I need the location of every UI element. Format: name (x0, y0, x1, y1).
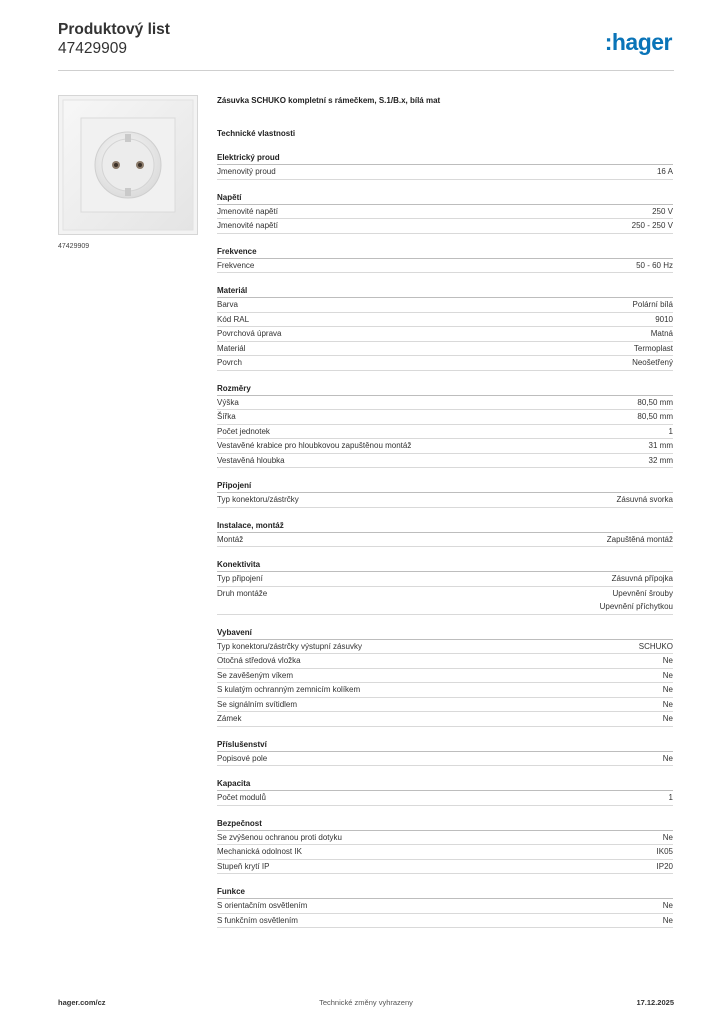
spec-row (217, 752, 673, 767)
spec-label: Typ konektoru/zástrčky (217, 495, 299, 504)
spec-value-line: SCHUKO (638, 641, 673, 651)
spec-row (217, 439, 673, 454)
spec-value-line: Ne (662, 685, 673, 694)
spec-group (217, 192, 673, 234)
spec-group (217, 627, 673, 727)
header-divider (58, 70, 674, 71)
spec-value (669, 425, 673, 439)
spec-value-line: IP20 (656, 861, 673, 871)
spec-value-line: Ne (662, 699, 673, 709)
spec-group-title: Kapacita (217, 778, 673, 791)
footer-website: hager.com/cz (58, 998, 106, 1007)
spec-value-line: 50 - 60 Hz (636, 260, 673, 270)
spec-group-title: Konektivita (217, 559, 673, 572)
spec-value-line: Zásuvná přípojka (611, 574, 673, 583)
spec-group-title: Bezpečnost (217, 818, 673, 831)
spec-value (634, 342, 673, 356)
spec-value-line: Upevnění šrouby (612, 588, 673, 598)
product-name: Zásuvka SCHUKO kompletní s rámečkem, S.1/B.x, bílá mat (217, 96, 441, 105)
spec-group-title: Vybavení (217, 627, 673, 640)
spec-value (663, 712, 673, 726)
spec-value (655, 313, 673, 327)
spec-label: Se signálním svítidlem (217, 699, 298, 709)
spec-value-line: Zapuštěná montáž (606, 534, 673, 544)
spec-value (639, 640, 673, 654)
spec-group (217, 246, 673, 274)
spec-value-line: 250 - 250 V (631, 221, 673, 230)
spec-value-line: Ne (662, 714, 673, 723)
spec-row (217, 219, 673, 234)
spec-label: Zámek (217, 714, 242, 723)
spec-value-line: 9010 (655, 314, 673, 324)
spec-group (217, 520, 673, 548)
spec-value-line: Polární bílá (632, 300, 673, 309)
spec-label: Barva (217, 300, 238, 309)
spec-label: S kulatým ochranným zemnicím kolíkem (217, 685, 361, 694)
spec-label: Druh montáže (217, 588, 268, 598)
spec-value-line: 32 mm (648, 455, 673, 465)
spec-value (663, 698, 673, 712)
spec-label: Počet modulů (217, 793, 266, 802)
spec-group (217, 886, 673, 928)
spec-value-line: 250 V (652, 206, 673, 216)
spec-row (217, 313, 673, 328)
spec-value (657, 845, 673, 859)
spec-label: Kód RAL (217, 314, 250, 324)
spec-row (217, 654, 673, 669)
spec-value-line: 16 A (656, 167, 673, 176)
spec-group-title: Připojení (217, 480, 673, 493)
spec-row (217, 860, 673, 875)
spec-row (217, 572, 673, 587)
spec-row (217, 493, 673, 508)
spec-value (651, 327, 673, 341)
spec-value-line: Termoplast (633, 343, 673, 353)
page-header (58, 20, 678, 70)
spec-row (217, 669, 673, 684)
spec-row (217, 410, 673, 425)
spec-value (649, 439, 673, 453)
spec-value-line: 1 (668, 426, 673, 436)
spec-group (217, 383, 673, 469)
spec-label: Typ připojení (217, 574, 263, 583)
spec-label: Stupeň krytí IP (217, 861, 270, 871)
spec-label: Povrchová úprava (217, 329, 282, 338)
spec-value-line: Neošetřený (632, 358, 673, 367)
spec-group (217, 285, 673, 371)
footer-date: 17.12.2025 (636, 998, 674, 1007)
spec-value (663, 831, 673, 845)
spec-group (217, 480, 673, 508)
spec-row (217, 712, 673, 727)
spec-row (217, 259, 673, 274)
spec-group (217, 739, 673, 767)
spec-value-line: 80,50 mm (637, 412, 673, 421)
spec-row (217, 165, 673, 180)
product-specs (217, 95, 673, 928)
spec-value (637, 410, 673, 424)
spec-value-line: Ne (662, 656, 673, 665)
spec-value-line: Ne (662, 670, 673, 680)
spec-value-line: Ne (662, 915, 673, 925)
spec-value (657, 860, 673, 874)
spec-row (217, 454, 673, 469)
section-heading: Technické vlastnosti (217, 129, 296, 138)
spec-value (663, 669, 673, 683)
spec-value-line: Upevnění příchytkou (599, 602, 673, 611)
spec-label: Vestavěné krabice pro hloubkovou zapuštěnou montáž (217, 441, 412, 450)
spec-label: Materiál (217, 343, 246, 353)
spec-row (217, 342, 673, 357)
spec-value (663, 899, 673, 913)
spec-label: Typ konektoru/zástrčky výstupní zásuvky (217, 641, 362, 651)
schuko-socket-icon (59, 96, 197, 234)
spec-row (217, 425, 673, 440)
spec-label: S orientačním osvětlením (217, 901, 308, 910)
spec-label: Povrch (217, 358, 242, 367)
spec-label: Frekvence (217, 260, 255, 270)
spec-row (217, 298, 673, 313)
spec-label: Popisové pole (217, 753, 268, 763)
spec-value (633, 298, 673, 312)
spec-value-line: Ne (662, 832, 673, 842)
spec-value (637, 396, 673, 410)
spec-group (217, 818, 673, 875)
spec-label: Počet jednotek (217, 426, 270, 436)
spec-groups (217, 152, 673, 928)
spec-value (632, 356, 673, 370)
spec-value-line: 31 mm (648, 441, 673, 450)
spec-row (217, 327, 673, 342)
spec-group-title: Funkce (217, 886, 673, 899)
spec-value (600, 587, 673, 614)
footer-notice: Technické změny vyhrazeny (319, 998, 413, 1007)
spec-row (217, 791, 673, 806)
spec-group (217, 559, 673, 615)
spec-group-title: Frekvence (217, 246, 673, 259)
spec-group-title: Rozměry (217, 383, 673, 396)
spec-row (217, 845, 673, 860)
spec-value (669, 791, 673, 805)
image-caption: 47429909 (58, 243, 90, 250)
spec-value-line: Matná (650, 329, 673, 338)
spec-value-line: IK05 (656, 847, 673, 856)
spec-row (217, 587, 673, 615)
spec-value (663, 752, 673, 766)
spec-label: Jmenovité napětí (217, 206, 278, 216)
spec-label: Se zavěšeným víkem (217, 670, 294, 680)
spec-row (217, 205, 673, 220)
spec-label: Jmenovitý proud (217, 167, 276, 176)
spec-row (217, 831, 673, 846)
spec-value-line: Ne (662, 753, 673, 763)
spec-group (217, 778, 673, 806)
spec-group-title: Příslušenství (217, 739, 673, 752)
document-title: Produktový list (58, 21, 170, 38)
spec-label: Jmenovité napětí (217, 221, 278, 230)
spec-value (663, 654, 673, 668)
spec-row (217, 396, 673, 411)
spec-value-line: Ne (662, 901, 673, 910)
spec-group (217, 152, 673, 180)
spec-group-title: Instalace, montáž (217, 520, 673, 533)
spec-label: Vestavěná hloubka (217, 455, 285, 465)
spec-label: Otočná středová vložka (217, 656, 301, 665)
hager-logo: :hager (604, 29, 672, 55)
spec-label: S funkčním osvětlením (217, 915, 298, 925)
spec-value (652, 205, 673, 219)
spec-label: Šířka (217, 412, 236, 421)
spec-value (632, 219, 673, 233)
spec-group-title: Elektrický proud (217, 152, 673, 165)
spec-value-line: 80,50 mm (637, 397, 673, 407)
spec-row (217, 698, 673, 713)
spec-value (617, 493, 673, 507)
spec-row (217, 899, 673, 914)
spec-label: Se zvýšenou ochranou proti dotyku (217, 832, 342, 842)
spec-value (649, 454, 673, 468)
spec-label: Mechanická odolnost IK (217, 847, 302, 856)
spec-label: Výška (217, 397, 239, 407)
spec-row (217, 356, 673, 371)
spec-label: Montáž (217, 534, 244, 544)
spec-value-line: 1 (668, 793, 673, 802)
spec-value (657, 165, 673, 179)
spec-row (217, 683, 673, 698)
spec-row (217, 914, 673, 929)
document-product-code: 47429909 (58, 40, 127, 57)
spec-value-line: Zásuvná svorka (616, 495, 673, 504)
spec-value (612, 572, 673, 586)
spec-row (217, 533, 673, 548)
spec-value (663, 914, 673, 928)
spec-group-title: Materiál (217, 285, 673, 298)
spec-group-title: Napětí (217, 192, 673, 205)
spec-value (663, 683, 673, 697)
product-image (58, 95, 198, 235)
spec-row (217, 640, 673, 655)
spec-value (607, 533, 673, 547)
spec-value (636, 259, 673, 273)
